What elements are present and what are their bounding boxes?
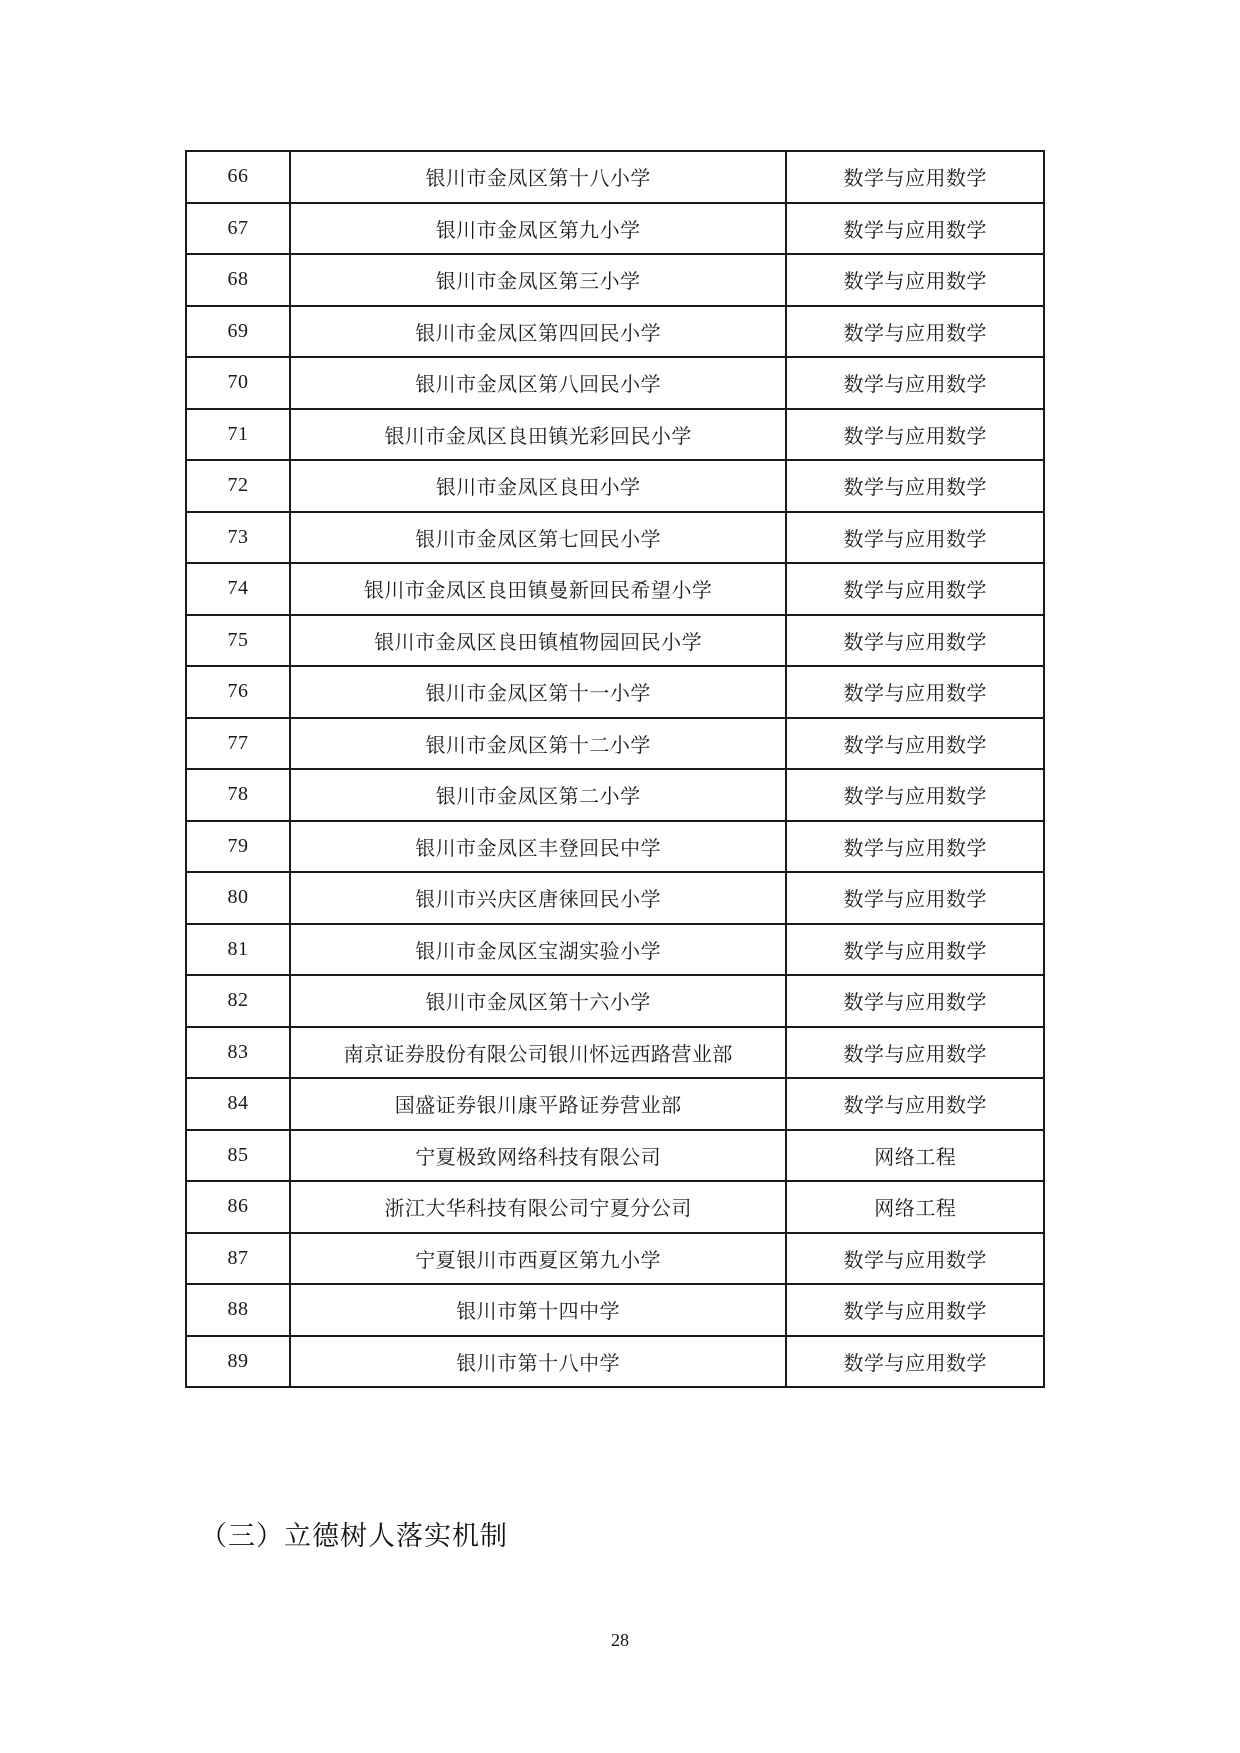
- practice-base-table: [185, 150, 1045, 1388]
- table-row: [186, 409, 1044, 461]
- major-cell: 网络工程: [786, 1130, 1044, 1182]
- organization-cell: 银川市金凤区良田镇光彩回民小学: [290, 409, 787, 461]
- major-cell: 数学与应用数学: [786, 666, 1044, 718]
- organization-cell: 银川市金凤区第十八小学: [290, 151, 787, 203]
- organization-cell: 银川市金凤区第二小学: [290, 769, 787, 821]
- organization-cell: 银川市金凤区良田镇植物园回民小学: [290, 615, 787, 667]
- organization-cell: 银川市金凤区第十二小学: [290, 718, 787, 770]
- major-cell: 数学与应用数学: [786, 1284, 1044, 1336]
- row-number-cell: 69: [186, 306, 290, 358]
- table-row: [186, 1181, 1044, 1233]
- table-row: [186, 306, 1044, 358]
- table-row: [186, 512, 1044, 564]
- section-heading: （三）立德树人落实机制: [200, 1521, 508, 1552]
- organization-cell: 银川市金凤区良田小学: [290, 460, 787, 512]
- table-row: [186, 151, 1044, 203]
- row-number-cell: 82: [186, 975, 290, 1027]
- major-cell: 数学与应用数学: [786, 1027, 1044, 1079]
- row-number-cell: 87: [186, 1233, 290, 1285]
- organization-cell: 国盛证券银川康平路证券营业部: [290, 1078, 787, 1130]
- table-row: [186, 1233, 1044, 1285]
- major-cell: 数学与应用数学: [786, 821, 1044, 873]
- organization-cell: 银川市金凤区第十六小学: [290, 975, 787, 1027]
- major-cell: 数学与应用数学: [786, 203, 1044, 255]
- major-cell: 网络工程: [786, 1181, 1044, 1233]
- organization-cell: 银川市金凤区良田镇曼新回民希望小学: [290, 563, 787, 615]
- table-row: [186, 563, 1044, 615]
- row-number-cell: 70: [186, 357, 290, 409]
- organization-cell: 南京证券股份有限公司银川怀远西路营业部: [290, 1027, 787, 1079]
- major-cell: 数学与应用数学: [786, 975, 1044, 1027]
- organization-cell: 银川市金凤区第九小学: [290, 203, 787, 255]
- page-number: 28: [611, 1630, 629, 1650]
- major-cell: 数学与应用数学: [786, 1233, 1044, 1285]
- row-number-cell: 79: [186, 821, 290, 873]
- major-cell: 数学与应用数学: [786, 151, 1044, 203]
- table-row: [186, 1284, 1044, 1336]
- major-cell: 数学与应用数学: [786, 563, 1044, 615]
- major-cell: 数学与应用数学: [786, 718, 1044, 770]
- row-number-cell: 88: [186, 1284, 290, 1336]
- organization-cell: 银川市第十四中学: [290, 1284, 787, 1336]
- major-cell: 数学与应用数学: [786, 512, 1044, 564]
- organization-cell: 银川市第十八中学: [290, 1336, 787, 1388]
- table-row: [186, 872, 1044, 924]
- table-row: [186, 821, 1044, 873]
- table-row: [186, 1130, 1044, 1182]
- major-cell: 数学与应用数学: [786, 460, 1044, 512]
- row-number-cell: 67: [186, 203, 290, 255]
- row-number-cell: 75: [186, 615, 290, 667]
- row-number-cell: 68: [186, 254, 290, 306]
- row-number-cell: 89: [186, 1336, 290, 1388]
- major-cell: 数学与应用数学: [786, 769, 1044, 821]
- organization-cell: 银川市金凤区第七回民小学: [290, 512, 787, 564]
- table-row: [186, 615, 1044, 667]
- major-cell: 数学与应用数学: [786, 254, 1044, 306]
- organization-cell: 银川市兴庆区唐徕回民小学: [290, 872, 787, 924]
- major-cell: 数学与应用数学: [786, 1078, 1044, 1130]
- row-number-cell: 74: [186, 563, 290, 615]
- table-row: [186, 203, 1044, 255]
- table-row: [186, 1336, 1044, 1388]
- table-row: [186, 1078, 1044, 1130]
- organization-cell: 银川市金凤区第十一小学: [290, 666, 787, 718]
- table-row: [186, 1027, 1044, 1079]
- row-number-cell: 80: [186, 872, 290, 924]
- table-row: [186, 718, 1044, 770]
- table-row: [186, 357, 1044, 409]
- major-cell: 数学与应用数学: [786, 615, 1044, 667]
- table-row: [186, 254, 1044, 306]
- organization-cell: 宁夏极致网络科技有限公司: [290, 1130, 787, 1182]
- organization-cell: 银川市金凤区第八回民小学: [290, 357, 787, 409]
- row-number-cell: 83: [186, 1027, 290, 1079]
- row-number-cell: 85: [186, 1130, 290, 1182]
- major-cell: 数学与应用数学: [786, 924, 1044, 976]
- major-cell: 数学与应用数学: [786, 1336, 1044, 1388]
- row-number-cell: 77: [186, 718, 290, 770]
- row-number-cell: 73: [186, 512, 290, 564]
- table-row: [186, 666, 1044, 718]
- row-number-cell: 81: [186, 924, 290, 976]
- table-row: [186, 769, 1044, 821]
- row-number-cell: 84: [186, 1078, 290, 1130]
- major-cell: 数学与应用数学: [786, 872, 1044, 924]
- table-row: [186, 975, 1044, 1027]
- row-number-cell: 71: [186, 409, 290, 461]
- major-cell: 数学与应用数学: [786, 409, 1044, 461]
- table-row: [186, 460, 1044, 512]
- row-number-cell: 86: [186, 1181, 290, 1233]
- organization-cell: 银川市金凤区第三小学: [290, 254, 787, 306]
- organization-cell: 银川市金凤区宝湖实验小学: [290, 924, 787, 976]
- organization-cell: 银川市金凤区丰登回民中学: [290, 821, 787, 873]
- organization-cell: 宁夏银川市西夏区第九小学: [290, 1233, 787, 1285]
- major-cell: 数学与应用数学: [786, 306, 1044, 358]
- row-number-cell: 78: [186, 769, 290, 821]
- table-body: [186, 151, 1044, 1387]
- row-number-cell: 72: [186, 460, 290, 512]
- row-number-cell: 66: [186, 151, 290, 203]
- organization-cell: 银川市金凤区第四回民小学: [290, 306, 787, 358]
- row-number-cell: 76: [186, 666, 290, 718]
- table-row: [186, 924, 1044, 976]
- organization-cell: 浙江大华科技有限公司宁夏分公司: [290, 1181, 787, 1233]
- major-cell: 数学与应用数学: [786, 357, 1044, 409]
